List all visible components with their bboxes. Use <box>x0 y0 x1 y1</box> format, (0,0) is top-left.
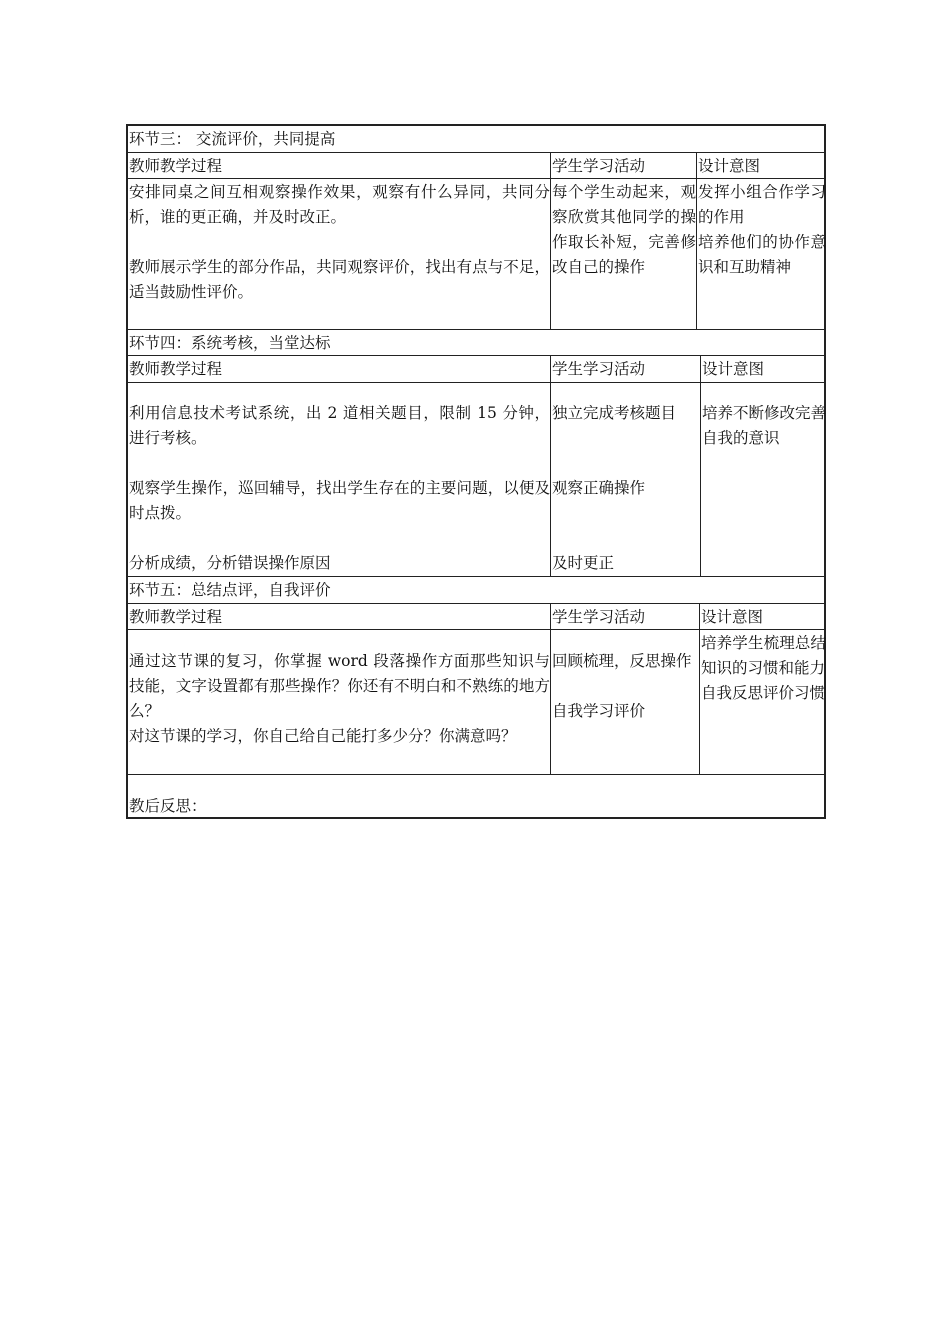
section5-teacher-text-1: 通过这节课的复习，你掌握 word 段落操作方面那些知识与技能，文字设置都有那些操作？你还有不明白和不熟练的地方么？ <box>129 652 550 720</box>
section3-header-row <box>128 153 824 179</box>
section4-student-cell <box>550 383 700 576</box>
section4-teacher-text-1: 利用信息技术考试系统，出 2 道相关题目，限制 15 分钟，进行考核。 <box>129 404 550 447</box>
section5-header-student: 学生学习活动 <box>550 604 699 629</box>
section5-title: 环节五：总结点评，自我评价 <box>129 581 331 599</box>
section5-body-row <box>128 630 824 775</box>
section5-teacher-text-2: 对这节课的学习，你自己给自己能打多少分？你满意吗？ <box>129 727 517 745</box>
section3-header-intent: 设计意图 <box>696 153 826 178</box>
section5-intent-text-2: 自我反思评价习惯 <box>701 684 826 702</box>
section3-body-row <box>128 179 824 330</box>
section5-student-text-1: 回顾梳理，反思操作 <box>552 652 692 670</box>
section4-intent-cell <box>700 383 826 576</box>
section4-student-text-1: 独立完成考核题目 <box>552 404 677 422</box>
section5-header-teacher: 教师教学过程 <box>129 608 223 626</box>
section3-header-teacher: 教师教学过程 <box>129 157 223 175</box>
section3-intent-text-1: 发挥小组合作学习的作用 <box>698 183 826 226</box>
section4-teacher-text-2: 观察学生操作，巡回辅导，找出学生存在的主要问题，以便及时点拨。 <box>129 479 550 522</box>
section4-body-row <box>128 383 824 577</box>
section5-student-cell <box>550 630 699 774</box>
section5-student-text-2: 自我学习评价 <box>552 702 646 720</box>
section5-header-intent: 设计意图 <box>699 604 826 629</box>
section3-teacher-text-1: 安排同桌之间互相观察操作效果，观察有什么异同，共同分析，谁的更正确，并及时改正。 <box>129 183 550 226</box>
section4-title: 环节四：系统考核，当堂达标 <box>129 334 331 352</box>
section3-student-text: 每个学生动起来，观察欣赏其他同学的操作取长补短，完善修改自己的操作 <box>552 183 696 276</box>
section5-title-row <box>128 577 824 604</box>
lesson-plan-table <box>126 124 826 819</box>
section5-header-row <box>128 604 824 630</box>
section4-student-text-3: 及时更正 <box>552 554 615 572</box>
section3-title: 环节三： 交流评价，共同提高 <box>129 130 336 148</box>
section3-student-cell <box>550 179 696 329</box>
section3-title-row <box>128 126 824 153</box>
section4-title-row <box>128 330 824 356</box>
section4-student-text-2: 观察正确操作 <box>552 479 646 497</box>
section3-intent-text-2: 培养他们的协作意识和互助精神 <box>698 233 826 276</box>
section5-intent-text-1: 培养学生梳理总结知识的习惯和能力 <box>701 634 826 677</box>
section4-teacher-text-3: 分析成绩，分析错误操作原因 <box>129 554 331 572</box>
section3-teacher-text-2: 教师展示学生的部分作品，共同观察评价，找出有点与不足，适当鼓励性评价。 <box>129 258 550 301</box>
section3-header-student: 学生学习活动 <box>550 153 696 178</box>
section4-intent-text: 培养不断修改完善自我的意识 <box>702 404 826 447</box>
section4-header-intent: 设计意图 <box>700 356 826 382</box>
section3-intent-cell <box>696 179 826 329</box>
section4-header-row <box>128 356 824 383</box>
reflection-label: 教后反思： <box>129 797 207 815</box>
reflection-row <box>128 775 824 819</box>
section5-teacher-cell <box>128 630 550 774</box>
section3-teacher-cell <box>128 179 550 329</box>
section4-header-teacher: 教师教学过程 <box>129 360 223 378</box>
section4-header-student: 学生学习活动 <box>550 356 700 382</box>
section4-teacher-cell <box>128 383 550 576</box>
section5-intent-cell <box>699 630 826 774</box>
